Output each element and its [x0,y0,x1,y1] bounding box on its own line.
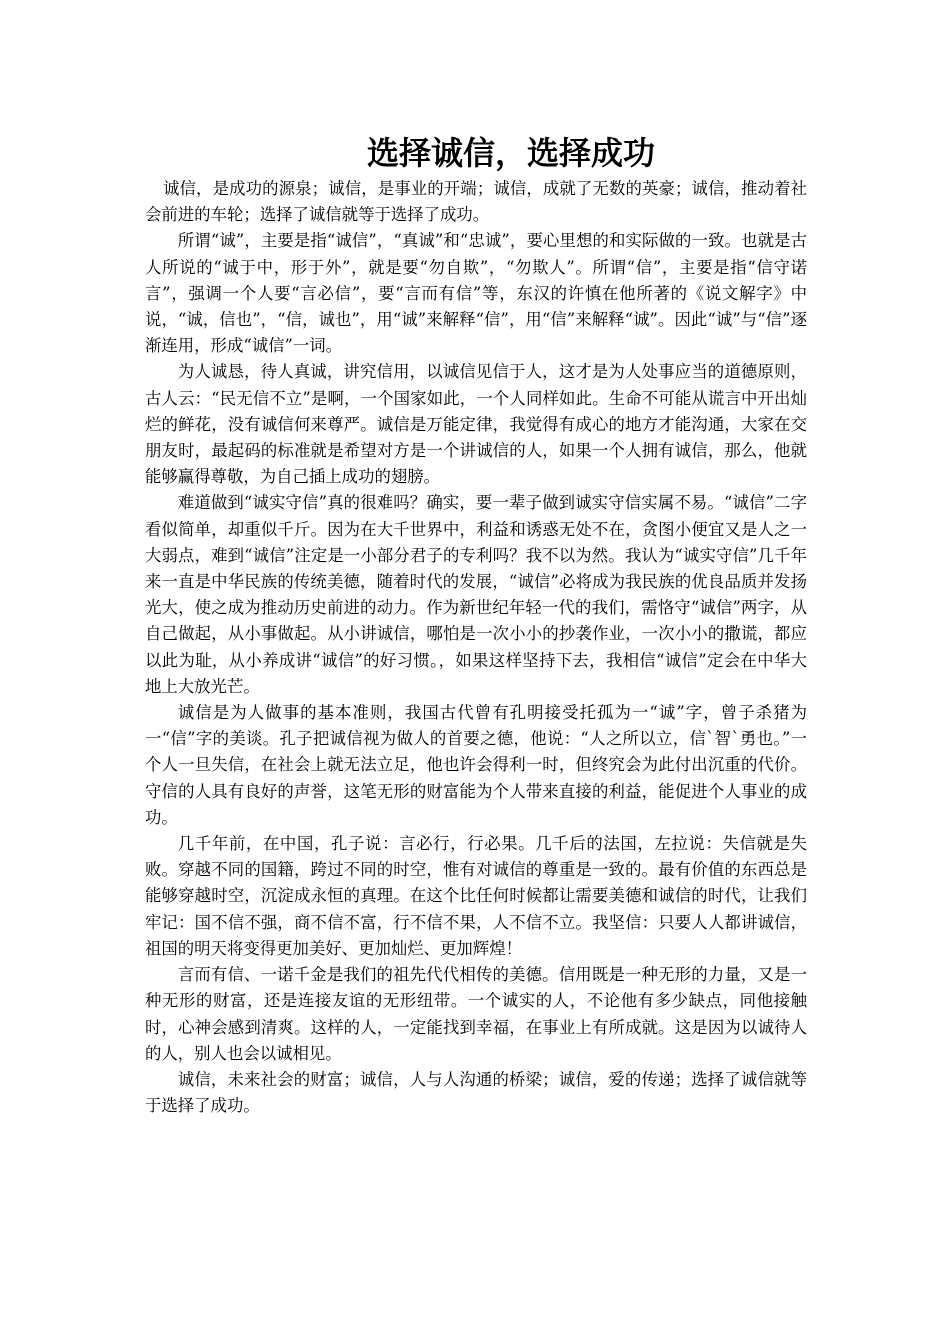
paragraph-principle: 为人诚恳，待人真诚，讲究信用，以诚信见信于人，这才是为人处事应当的道德原则，古人云：“民无信不立”是啊，一个国家如此，一个人同样如此。生命不可能从谎言中开出灿烂的鲜花，没有诚信何来尊严。诚信是万能定律，我觉得有成心的地方才能沟通，大家在交朋友时，最起码的标准就是希望对方是一个讲诚信的人，如果一个人拥有诚信，那么，他就能够赢得尊敬，为自己插上成功的翅膀。 [145,362,807,487]
paragraph-intro: 诚信，是成功的源泉；诚信，是事业的开端；诚信，成就了无数的英豪；诚信，推动着社会前进的车轮；选择了诚信就等于选择了成功。 [145,179,807,225]
paragraph-difficulty: 难道做到“诚实守信”真的很难吗？确实，要一辈子做到诚实守信实属不易。“诚信”二字看似简单，却重似千斤。因为在大千世界中，利益和诱惑无处不在，贪图小便宜又是人之一大弱点，难到“诚信”注定是一小部分君子的专利吗？我不以为然。我认为“诚实守信”几千年来一直是中华民族的传统美德，随着时代的发展，“诚信”必将成为我民族的优良品质并发扬光大，使之成为推动历史前进的动力。作为新世纪年轻一代的我们，需恪守“诚信”两字，从自己做起，从小事做起。从小讲诚信，哪怕是一次小小的抄袭作业，一次小小的撒谎，都应以此为耻，从小养成讲“诚信”的好习惯。，如果这样坚持下去，我相信“诚信”定会在中华大地上大放光芒。 [145,493,807,696]
paragraph-conclusion: 诚信，未来社会的财富；诚信，人与人沟通的桥梁；诚信，爱的传递；选择了诚信就等于选择了成功。 [145,1069,807,1116]
document-body [145,176,807,1119]
paragraph-definition: 所谓“诚”，主要是指“诚信”，“真诚”和“忠诚”，要心里想的和实际做的一致。也就是古人所说的“诚于中，形于外”，就是要“勿自欺”，“勿欺人”。所谓“信”，主要是指“信守诺言”，强调一个人要“言必信”，要“言而有信”等，东汉的许慎在他所著的《说文解字》中说，“诚，信也”，“信，诚也”，用“诚”来解释“信”，用“信”来解释“诚”。因此“诚”与“信”逐渐连用，形成“诚信”一词。 [145,231,807,356]
paragraph-virtue: 言而有信、一诺千金是我们的祖先代代相传的美德。信用既是一种无形的力量，又是一种无形的财富，还是连接友谊的无形纽带。一个诚实的人，不论他有多少缺点，同他接触时，心神会感到清爽。这样的人，一定能找到幸福，在事业上有所成就。这是因为以诚待人的人，别人也会以诚相见。 [145,965,807,1063]
document-title: 选择诚信，选择成功 [366,134,655,172]
paragraph-quotes: 几千年前，在中国，孔子说：言必行，行必果。几千后的法国，左拉说：失信就是失败。穿越不同的国籍，跨过不同的时空，惟有对诚信的尊重是一致的。最有价值的东西总是能够穿越时空，沉淀成永恒的真理。在这个比任何时候都让需要美德和诚信的时代，让我们牢记：国不信不强，商不信不富，行不信不果，人不信不立。我坚信：只要人人都讲诚信，祖国的明天将变得更加美好、更加灿烂、更加辉煌！ [145,834,807,958]
paragraph-history: 诚信是为人做事的基本准则，我国古代曾有孔明接受托孤为一“诚”字，曾子杀猪为一“信”字的美谈。孔子把诚信视为做人的首要之德，他说：“人之所以立，信`智`勇也。”一个人一旦失信，在社会上就无法立足，他也许会得利一时，但终究会为此付出沉重的代价。守信的人具有良好的声誉，这笔无形的财富能为个人带来直接的利益，能促进个人事业的成功。 [145,703,807,827]
